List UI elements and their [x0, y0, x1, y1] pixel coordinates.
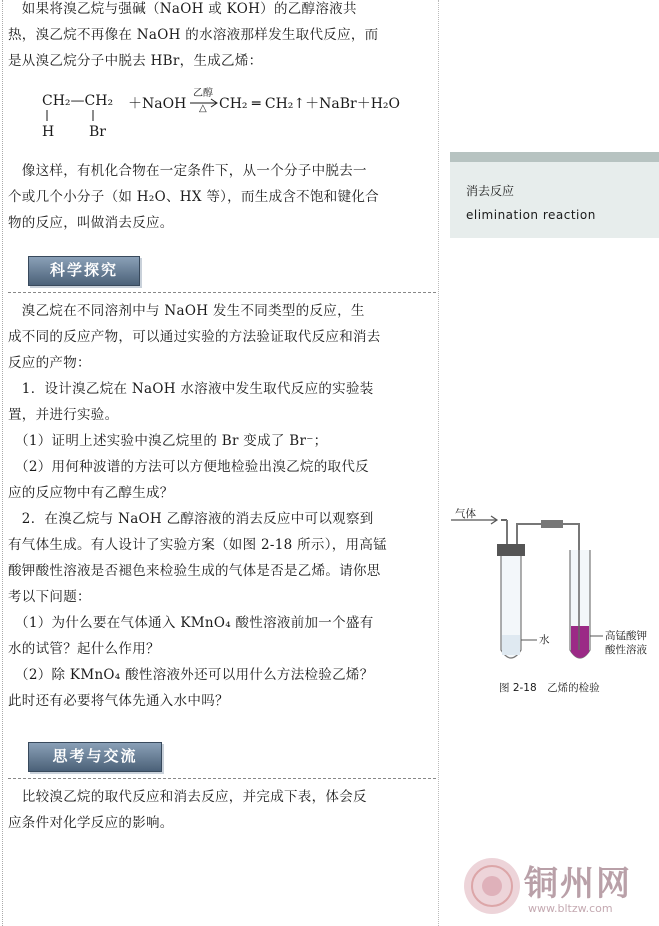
text-line: （2）用何种波谱的方法可以方便地检验出溴乙烷的取代反 — [8, 459, 369, 475]
section-banner-explore: 科学探究 — [28, 256, 140, 286]
watermark-url: www.bltzw.com — [528, 902, 613, 915]
br-substituent: Br — [89, 124, 106, 140]
h-substituent: H — [42, 124, 55, 140]
figure-caption: 图 2-18 乙烯的检验 — [499, 682, 600, 694]
text-line: 此时还有必要将气体先通入水中吗？ — [8, 693, 229, 709]
text-line: 是从溴乙烷分子中脱去 HBr，生成乙烯： — [8, 53, 263, 69]
products-formula: CH₂ ═ CH₂↑＋NaBr＋H₂O — [219, 96, 401, 112]
text-line: 如果将溴乙烷与强碱（NaOH 或 KOH）的乙醇溶液共 — [8, 1, 357, 17]
text-line: （1）证明上述实验中溴乙烷里的 Br 变成了 Br⁻； — [8, 433, 328, 449]
term-chinese: 消去反应 — [466, 184, 515, 198]
section-divider — [8, 292, 436, 293]
text-line: 反应的产物： — [8, 355, 91, 371]
gas-label: 气体 — [455, 508, 476, 520]
watermark-site-name: 铜州网 — [524, 864, 632, 904]
reactant-formula: CH₂—CH₂ — [42, 93, 114, 109]
equation-bonds — [0, 0, 438, 150]
figure-apparatus — [445, 500, 659, 700]
water-label: 水 — [539, 634, 550, 646]
text-line: 溴乙烷在不同溶剂中与 NaOH 发生不同类型的反应，生 — [8, 303, 365, 319]
condition-heat: △ — [199, 103, 207, 114]
column-divider — [438, 0, 439, 926]
naoh-reagent: ＋NaOH — [128, 96, 187, 112]
definition-paragraph — [8, 158, 438, 236]
sidebar-term-box — [450, 152, 659, 238]
condition-solvent: 乙醇 — [193, 88, 213, 99]
text-line: （1）为什么要在气体通入 KMnO₄ 酸性溶液前加一个盛有 — [8, 615, 374, 631]
text-line: 2．在溴乙烷与 NaOH 乙醇溶液的消去反应中可以观察到 — [8, 511, 374, 527]
section-banner-discuss: 思考与交流 — [28, 742, 162, 772]
text-line: 个或几个小分子（如 H₂O、HX 等），而生成含不饱和键化合 — [8, 189, 379, 205]
text-line: 有气体生成。有人设计了实验方案（如图 2-18 所示），用高锰 — [8, 537, 387, 553]
text-line: 热，溴乙烷不再像在 NaOH 的水溶液那样发生取代反应，而 — [8, 27, 379, 43]
watermark — [462, 852, 658, 922]
text-line: 应条件对化学反应的影响。 — [8, 815, 174, 831]
watermark-logo-icon — [462, 856, 522, 916]
text-line: 物的反应，叫做消去反应。 — [8, 215, 174, 231]
text-line: （2）除 KMnO₄ 酸性溶液外还可以用什么方法检验乙烯？ — [8, 667, 374, 683]
text-line: 水的试管？起什么作用？ — [8, 641, 160, 657]
explore-paragraph — [8, 298, 438, 714]
text-line: 应的反应物中有乙醇生成？ — [8, 485, 174, 501]
term-english: elimination reaction — [466, 208, 596, 222]
text-line: 1．设计溴乙烷在 NaOH 水溶液中发生取代反应的实验装 — [8, 381, 374, 397]
kmno4-label-line1: 高锰酸钾 — [605, 630, 647, 642]
text-line: 考以下问题： — [8, 589, 91, 605]
text-line: 比较溴乙烷的取代反应和消去反应，并完成下表，体会反 — [8, 789, 367, 805]
kmno4-label-line2: 酸性溶液 — [605, 644, 647, 656]
discuss-paragraph — [8, 784, 438, 836]
section-divider — [8, 778, 436, 779]
reaction-equation — [0, 0, 438, 150]
text-line: 成不同的反应产物，可以通过实验的方法验证取代反应和消去 — [8, 329, 381, 345]
text-line: 酸钾酸性溶液是否褪色来检验生成的气体是否是乙烯。请你思 — [8, 563, 381, 579]
text-line: 像这样，有机化合物在一定条件下，从一个分子中脱去一 — [8, 163, 367, 179]
text-line: 置，并进行实验。 — [8, 407, 119, 423]
apparatus-drawing — [445, 500, 659, 700]
